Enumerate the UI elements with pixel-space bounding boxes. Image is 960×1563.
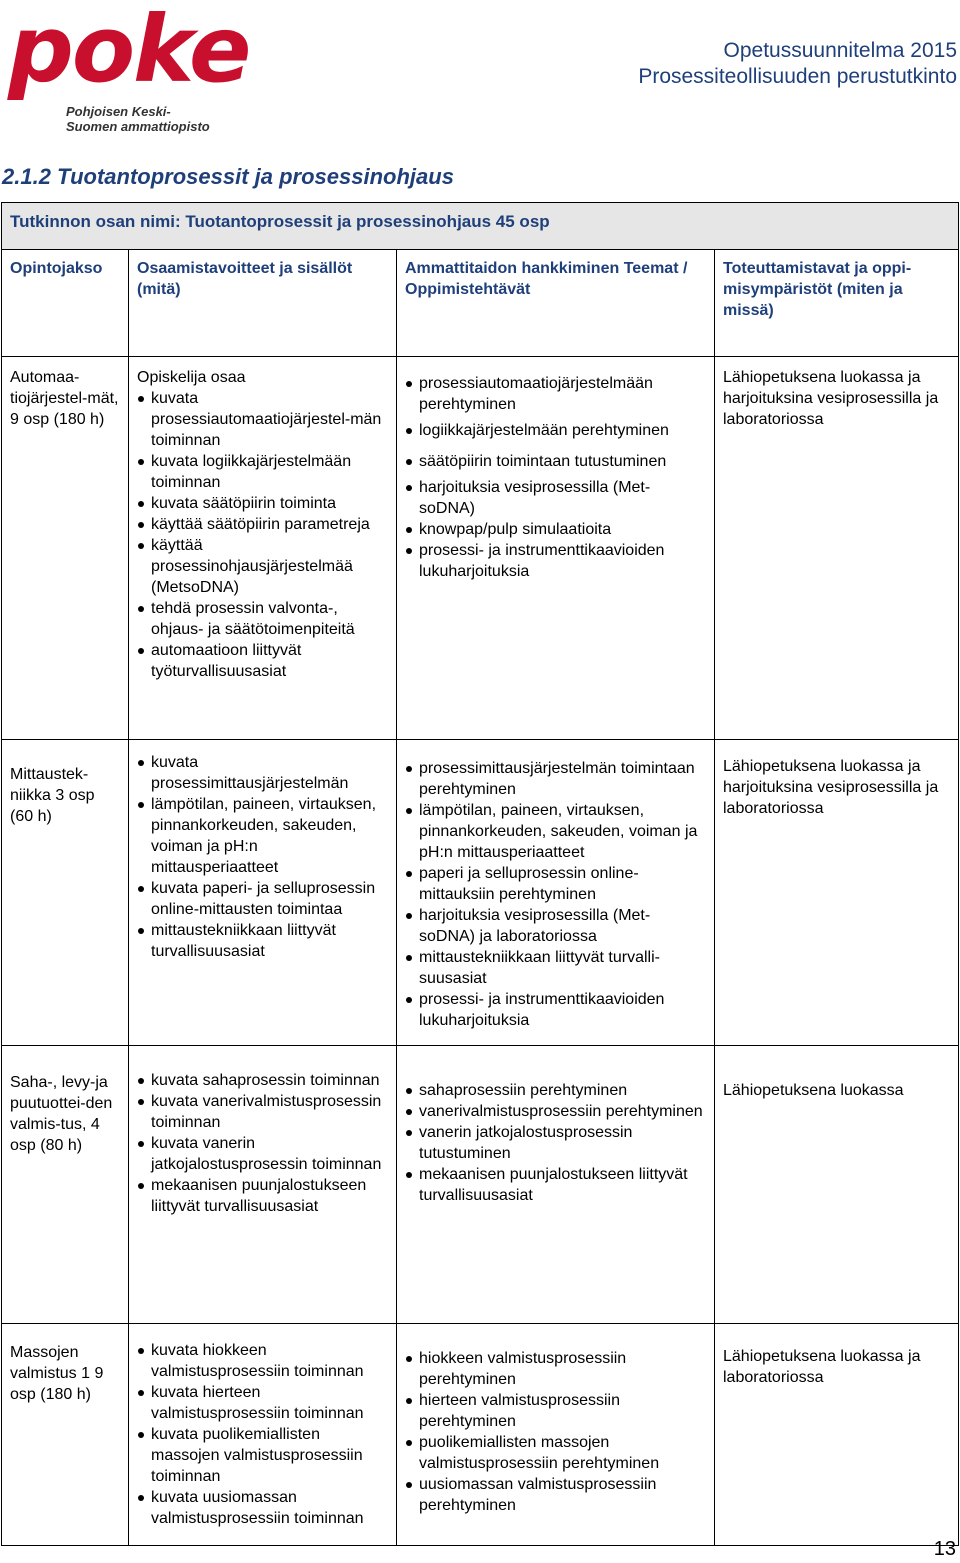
table-row: [2, 357, 959, 740]
goals-intro: Opiskelija osaa: [137, 369, 246, 386]
column-header-course: Opintojakso: [2, 250, 129, 357]
list-item: mittaustekniikkaan liittyvät turvallisuusasiat: [137, 920, 388, 962]
themes-cell: [397, 1324, 715, 1546]
column-header-row: [2, 250, 959, 357]
list-item: mekaanisen puunjalostukseen liittyvät turvallisuusasiat: [405, 1164, 706, 1206]
goals-cell: [129, 740, 397, 1046]
list-item: kuvata vanerin jatkojalostusprosessin toiminnan: [137, 1133, 388, 1175]
column-header-themes: Ammattitaidon hankkiminen Teemat / Oppimistehtävät: [397, 250, 715, 357]
list-item: lämpötilan, paineen, virtauksen, pinnankorkeuden, sakeuden, voiman ja pH:n mittausperiaatteet: [137, 794, 388, 878]
themes-list: [405, 373, 706, 582]
goals-list: [137, 1070, 388, 1217]
poke-logo: [6, 0, 250, 134]
list-item: mekaanisen puunjalostukseen liittyvät turvallisuusasiat: [137, 1175, 388, 1217]
list-item: kuvata hierteen valmistusprosessiin toiminnan: [137, 1382, 388, 1424]
methods-cell: Lähiopetuksena luokassa ja harjoituksina vesiprosessilla ja laboratoriossa: [715, 740, 959, 1046]
methods-cell: Lähiopetuksena luokassa: [715, 1046, 959, 1324]
goals-list: [137, 388, 388, 682]
list-item: kuvata sahaprosessin toiminnan: [137, 1070, 388, 1091]
list-item: harjoituksia vesiprosessilla (Met-soDNA) ja laboratoriossa: [405, 905, 706, 947]
list-item: kuvata prosessimittausjärjestelmän: [137, 752, 388, 794]
goals-cell: [129, 357, 397, 740]
list-item: paperi ja selluprosessin online-mittauksiin perehtyminen: [405, 863, 706, 905]
goals-list: [137, 1340, 388, 1529]
list-item: prosessi- ja instrumenttikaavioiden lukuharjoituksia: [405, 540, 706, 582]
list-item: logiikkajärjestelmään perehtyminen: [405, 420, 706, 441]
themes-cell: [397, 357, 715, 740]
list-item: käyttää säätöpiirin parametreja: [137, 514, 388, 535]
unit-name: Tutkinnon osan nimi: Tuotantoprosessit ja prosessinohjaus 45 osp: [2, 203, 959, 250]
header-degree: Prosessiteollisuuden perustutkinto: [638, 65, 957, 88]
column-header-goals: Osaamistavoitteet ja sisällöt (mitä): [129, 250, 397, 357]
list-item: kuvata hiokkeen valmistusprosessiin toiminnan: [137, 1340, 388, 1382]
course-name: Mittaustek-niikka 3 osp (60 h): [2, 740, 129, 1046]
list-item: puolikemiallisten massojen valmistusprosessiin perehtyminen: [405, 1432, 706, 1474]
table-row: [2, 1046, 959, 1324]
header-curriculum: Opetussuunnitelma 2015: [723, 39, 957, 62]
list-item: hierteen valmistusprosessiin perehtyminen: [405, 1390, 706, 1432]
document-header: [638, 38, 957, 90]
course-name: Saha-, levy-ja puutuottei-den valmis-tus, 4 osp (80 h): [2, 1046, 129, 1324]
list-item: hiokkeen valmistusprosessiin perehtyminen: [405, 1348, 706, 1390]
list-item: knowpap/pulp simulaatioita: [405, 519, 706, 540]
list-item: prosessi- ja instrumenttikaavioiden lukuharjoituksia: [405, 989, 706, 1031]
list-item: kuvata logiikkajärjestelmään toiminnan: [137, 451, 388, 493]
section-title: 2.1.2 Tuotantoprosessit ja prosessinohjaus: [2, 164, 454, 189]
list-item: kuvata prosessiautomaatiojärjestel-män toiminnan: [137, 388, 388, 451]
methods-cell: Lähiopetuksena luokassa ja laboratoriossa: [715, 1324, 959, 1546]
list-item: sahaprosessiin perehtyminen: [405, 1080, 706, 1101]
goals-list: [137, 752, 388, 962]
list-item: prosessiautomaatiojärjestelmään perehtyminen: [405, 373, 706, 415]
goals-cell: [129, 1324, 397, 1546]
themes-list: [405, 1080, 706, 1206]
list-item: vanerin jatkojalostusprosessin tutustuminen: [405, 1122, 706, 1164]
unit-name-row: [2, 203, 959, 250]
course-name: Automaa-tiojärjestel-mät, 9 osp (180 h): [2, 357, 129, 740]
list-item: kuvata puolikemiallisten massojen valmistusprosessiin toiminnan: [137, 1424, 388, 1487]
list-item: automaatioon liittyvät työturvallisuusasiat: [137, 640, 388, 682]
list-item: säätöpiirin toimintaan tutustuminen: [405, 451, 706, 472]
list-item: kuvata paperi- ja selluprosessin online-mittausten toimintaa: [137, 878, 388, 920]
table-row: [2, 740, 959, 1046]
column-header-methods: Toteuttamistavat ja oppi-misympäristöt (miten ja missä): [715, 250, 959, 357]
list-item: tehdä prosessin valvonta-, ohjaus- ja säätötoimenpiteitä: [137, 598, 388, 640]
themes-list: [405, 758, 706, 1031]
list-item: uusiomassan valmistusprosessiin perehtyminen: [405, 1474, 706, 1516]
list-item: kuvata vanerivalmistusprosessin toiminnan: [137, 1091, 388, 1133]
list-item: käyttää prosessinohjausjärjestelmää (MetsoDNA): [137, 535, 388, 598]
list-item: lämpötilan, paineen, virtauksen, pinnankorkeuden, sakeuden, voiman ja pH:n mittausperiaatteet: [405, 800, 706, 863]
methods-cell: Lähiopetuksena luokassa ja harjoituksina vesiprosessilla ja laboratoriossa: [715, 357, 959, 740]
table-row: [2, 1324, 959, 1546]
list-item: vanerivalmistusprosessiin perehtyminen: [405, 1101, 706, 1122]
themes-cell: [397, 1046, 715, 1324]
course-name: Massojen valmistus 1 9 osp (180 h): [2, 1324, 129, 1546]
list-item: harjoituksia vesiprosessilla (Met-soDNA): [405, 477, 706, 519]
goals-cell: [129, 1046, 397, 1324]
list-item: kuvata uusiomassan valmistusprosessiin toiminnan: [137, 1487, 388, 1529]
logo-wordmark: poke: [8, 0, 250, 103]
list-item: mittaustekniikkaan liittyvät turvalli-suusasiat: [405, 947, 706, 989]
themes-list: [405, 1348, 706, 1516]
themes-cell: [397, 740, 715, 1046]
list-item: kuvata säätöpiirin toiminta: [137, 493, 388, 514]
logo-subtitle: Pohjoisen Keski-Suomen ammattiopisto: [66, 104, 210, 134]
list-item: prosessimittausjärjestelmän toimintaan perehtyminen: [405, 758, 706, 800]
page-number: 13: [933, 1538, 956, 1560]
curriculum-table: [1, 202, 959, 1546]
